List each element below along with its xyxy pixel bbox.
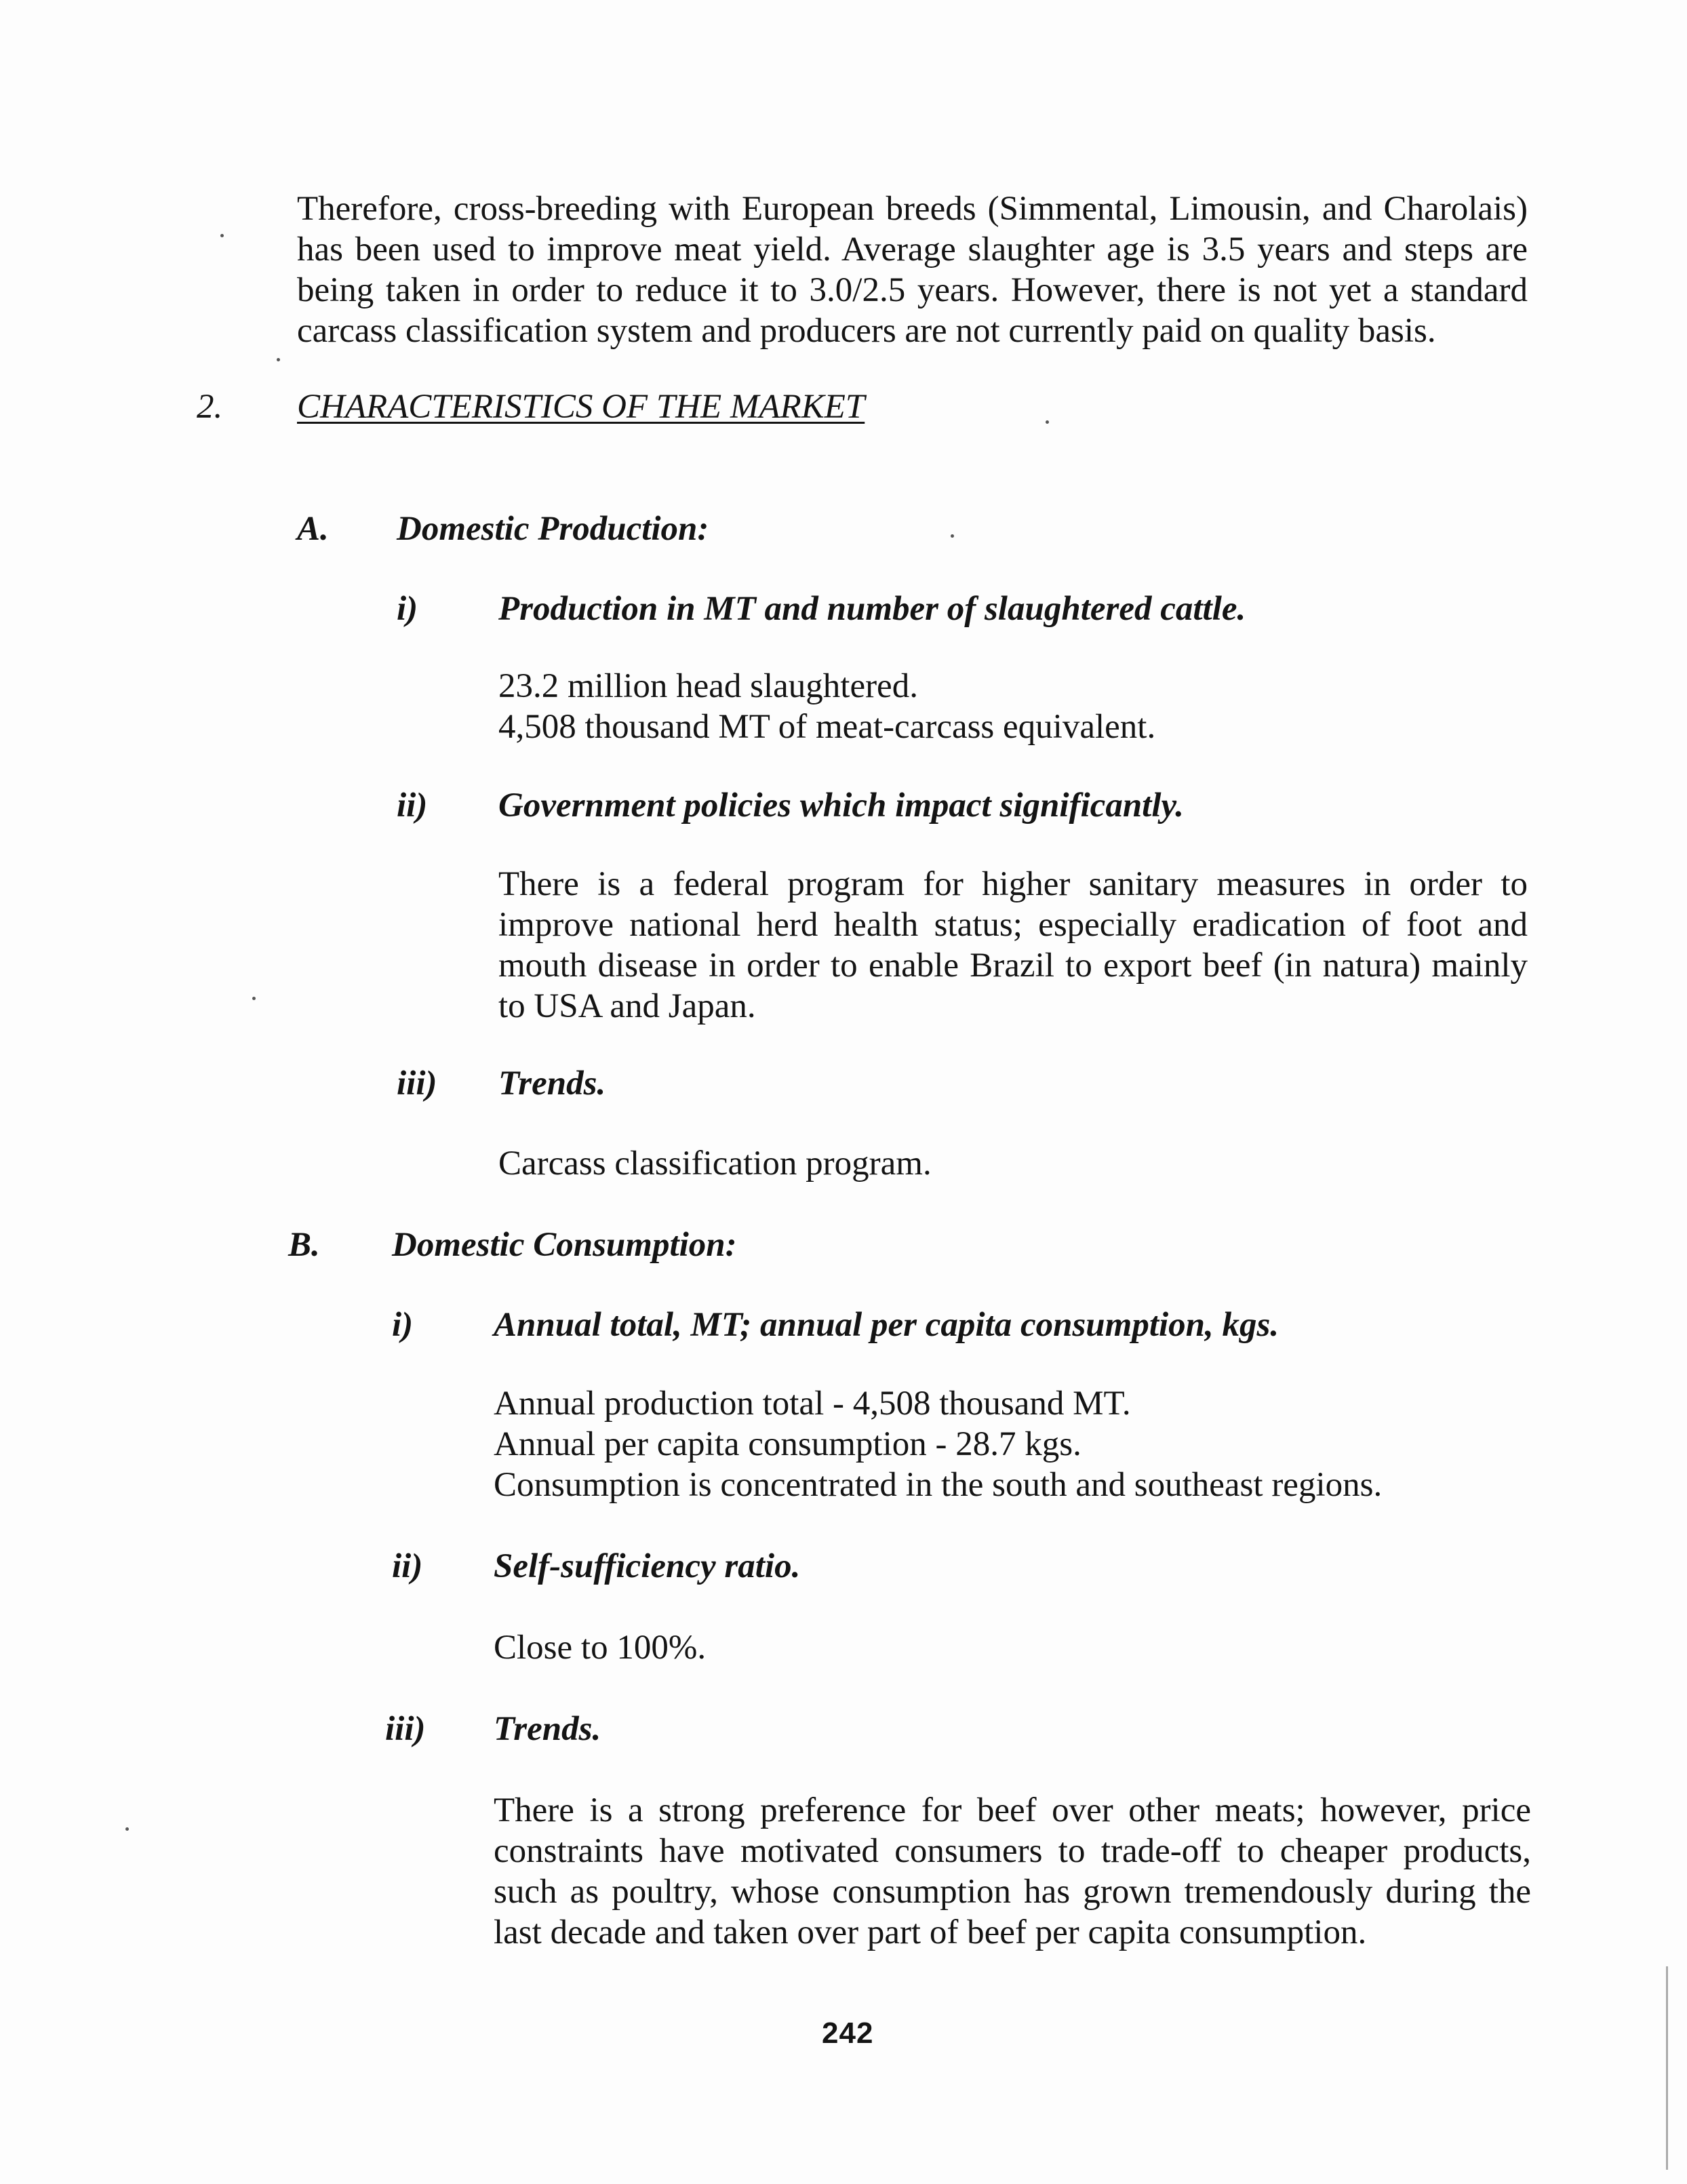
scan-speck <box>277 358 280 361</box>
scan-speck <box>125 1827 129 1831</box>
subsection-b-title: Domestic Consumption: <box>392 1226 737 1264</box>
a-iii-heading: Trends. <box>498 1065 606 1103</box>
b-i-body <box>494 1383 1524 1505</box>
a-i-line-1: 23.2 million head slaughtered. <box>498 667 918 705</box>
page-number: 242 <box>822 2017 874 2050</box>
a-i-numeral: i) <box>397 590 418 628</box>
section-number: 2. <box>197 388 223 426</box>
a-i-line-2: 4,508 thousand MT of meat-carcass equivalent. <box>498 708 1156 746</box>
a-iii-numeral: iii) <box>397 1065 437 1103</box>
a-i-heading: Production in MT and number of slaughtered cattle. <box>498 590 1246 628</box>
b-ii-line-1: Close to 100%. <box>494 1629 707 1667</box>
a-i-body <box>498 666 1515 747</box>
scan-speck <box>1046 420 1049 424</box>
intro-paragraph: Therefore, cross-breeding with European breeds (Simmental, Limousin, and Charolais) has been used to improve meat yield. Average slaughter age is 3.5 years and steps are being taken in order to reduce it to 3.0/2.5 years. However, there is not yet a standard carcass classification system and producers are not currently paid on quality basis. <box>297 190 1528 350</box>
a-iii-body <box>498 1143 1515 1184</box>
a-ii-body: There is a federal program for higher sanitary measures in order to improve national herd health status; especially eradication of foot and mouth disease in order to enable Brazil to export beef (in natura) mainly to USA and Japan. <box>498 865 1528 1025</box>
b-ii-numeral: ii) <box>392 1547 423 1585</box>
a-ii-numeral: ii) <box>397 787 428 825</box>
b-i-line-3: Consumption is concentrated in the south and southeast regions. <box>494 1466 1383 1504</box>
scan-edge-line <box>1666 1966 1668 2170</box>
b-iii-body: There is a strong preference for beef over other meats; however, price constraints have motivated consumers to trade-off to cheaper products, such as poultry, whose consumption has grown tremendously during the last decade and taken over part of beef per capita consumption. <box>494 1791 1531 1951</box>
a-iii-line-1: Carcass classification program. <box>498 1145 932 1183</box>
section-title: CHARACTERISTICS OF THE MARKET <box>297 388 865 426</box>
b-iii-numeral: iii) <box>385 1710 426 1748</box>
subsection-a-letter: A. <box>297 510 329 548</box>
b-i-line-2: Annual per capita consumption - 28.7 kgs. <box>494 1425 1081 1463</box>
scan-speck <box>220 234 224 237</box>
b-ii-body <box>494 1627 1511 1668</box>
subsection-b-letter: B. <box>288 1226 320 1264</box>
a-ii-heading: Government policies which impact significantly. <box>498 787 1185 825</box>
b-i-heading: Annual total, MT; annual per capita consumption, kgs. <box>494 1306 1279 1344</box>
subsection-a-title: Domestic Production: <box>397 510 709 548</box>
scan-speck <box>951 534 954 538</box>
scan-speck <box>252 997 256 1000</box>
b-i-line-1: Annual production total - 4,508 thousand MT. <box>494 1385 1131 1423</box>
b-i-numeral: i) <box>392 1306 414 1344</box>
b-ii-heading: Self-sufficiency ratio. <box>494 1547 801 1585</box>
b-iii-heading: Trends. <box>494 1710 601 1748</box>
